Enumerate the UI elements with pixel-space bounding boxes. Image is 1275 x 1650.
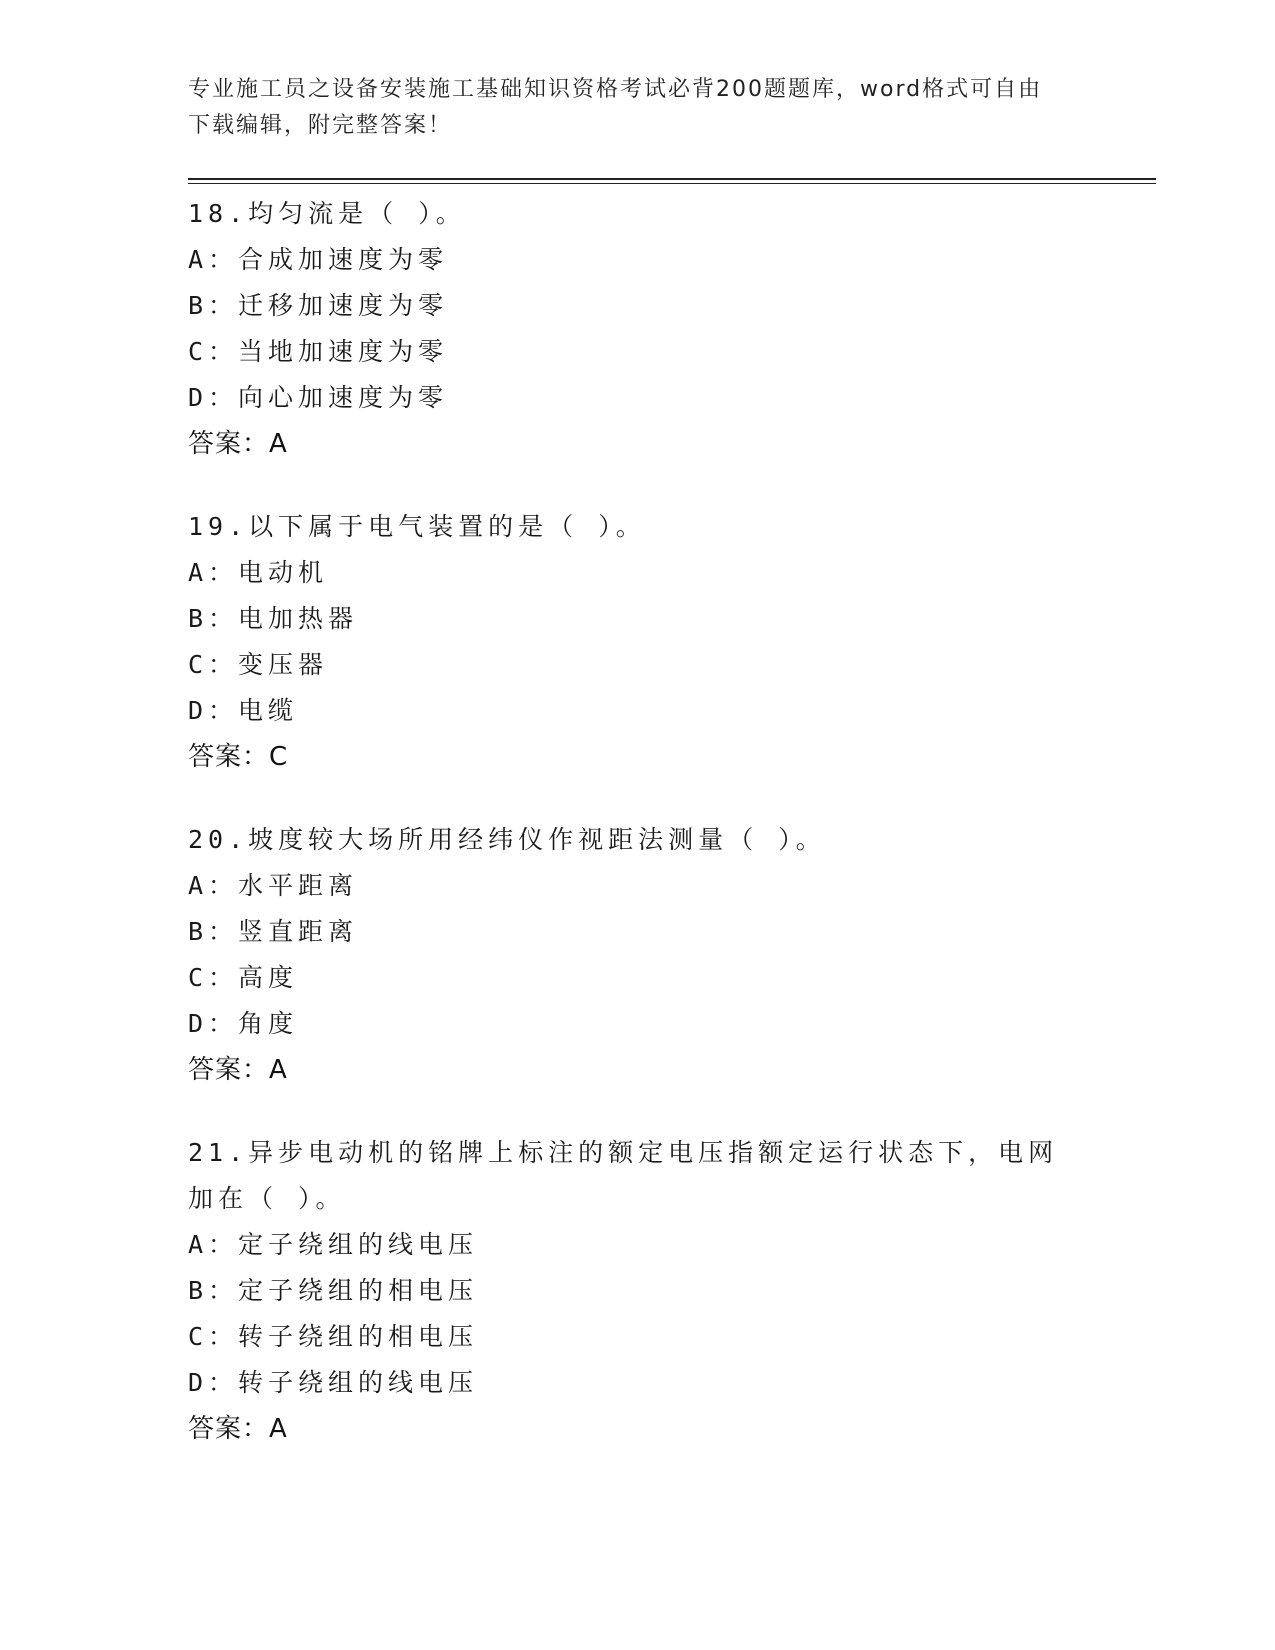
- question-18: [188, 191, 1088, 467]
- option-b: B：竖直距离: [188, 917, 359, 946]
- question-20: [188, 817, 1088, 1093]
- question-stem: 21.异步电动机的铭牌上标注的额定电压指额定运行状态下，电网加在（ ）。: [188, 1138, 1059, 1213]
- option-a: A：电动机: [188, 558, 329, 587]
- question-stem: 18.均匀流是（ ）。: [188, 199, 466, 228]
- option-a: A：水平距离: [188, 871, 359, 900]
- question-stem: 20.坡度较大场所用经纬仪作视距法测量（ ）。: [188, 825, 826, 854]
- option-c: C：变压器: [188, 650, 329, 679]
- answer-line: 答案：A: [188, 1055, 288, 1085]
- option-c: C：高度: [188, 963, 299, 992]
- question-stem: 19.以下属于电气装置的是（ ）。: [188, 512, 646, 541]
- option-a: A：合成加速度为零: [188, 245, 449, 274]
- answer-line: 答案：C: [188, 742, 289, 772]
- option-d: D：电缆: [188, 696, 299, 725]
- answer-line: 答案：A: [188, 429, 288, 459]
- option-c: C：当地加速度为零: [188, 337, 449, 366]
- header-line-1: 专业施工员之设备安装施工基础知识资格考试必背200题题库，word格式可自由: [188, 77, 1043, 102]
- option-b: B：迁移加速度为零: [188, 291, 449, 320]
- option-d: D：角度: [188, 1009, 299, 1038]
- header-divider-thick: [188, 178, 1156, 180]
- option-d: D：转子绕组的线电压: [188, 1368, 479, 1397]
- question-19: [188, 504, 1088, 780]
- question-21: [188, 1130, 1088, 1452]
- header-divider-thin: [188, 183, 1156, 184]
- option-d: D：向心加速度为零: [188, 383, 449, 412]
- question-list: [188, 191, 1088, 1489]
- header-line-2: 下载编辑，附完整答案！: [188, 113, 453, 138]
- option-c: C：转子绕组的相电压: [188, 1322, 479, 1351]
- option-b: B：定子绕组的相电压: [188, 1276, 479, 1305]
- answer-line: 答案：A: [188, 1414, 288, 1444]
- document-header: [188, 72, 1068, 144]
- option-a: A：定子绕组的线电压: [188, 1230, 479, 1259]
- option-b: B：电加热器: [188, 604, 359, 633]
